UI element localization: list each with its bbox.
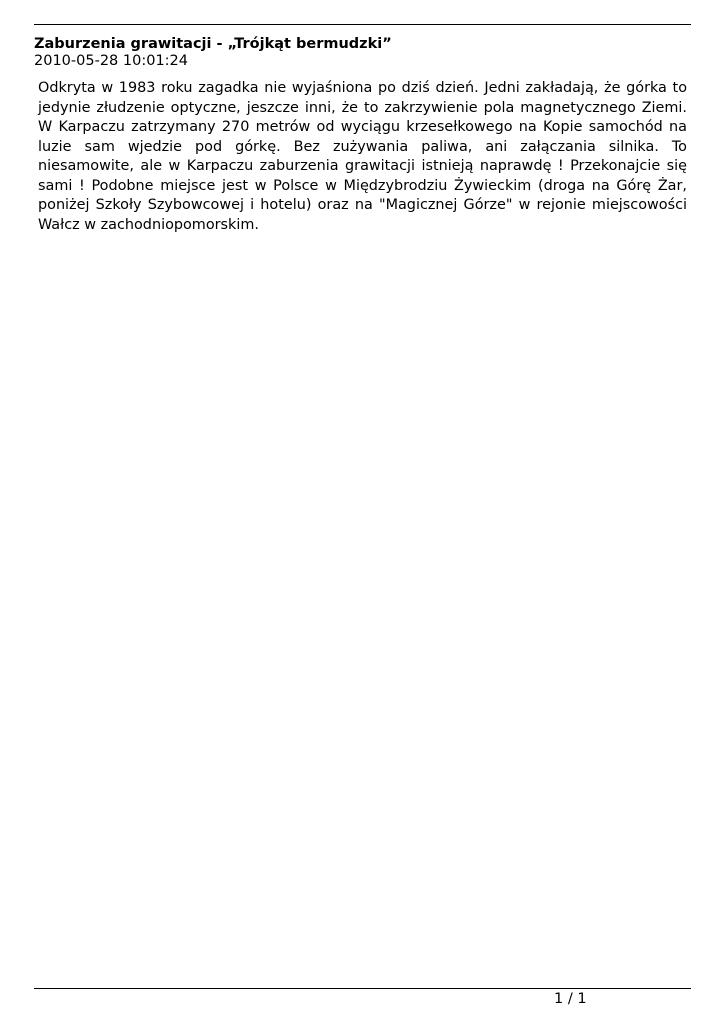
article-title: Zaburzenia grawitacji - „Trójkąt bermudzki” <box>34 36 392 52</box>
page-number: 1 / 1 <box>554 991 587 1007</box>
article-body: Odkryta w 1983 roku zagadka nie wyjaśniona po dziś dzień. Jedni zakładają, że górka to jedynie złudzenie optyczne, jeszcze inni, że to zakrzywienie pola magnetycznego Ziemi. W Karpaczu zatrzymany 270 metrów od wyciągu krzesełkowego na Kopie samochód na luzie sam wjedzie pod górkę. Bez zużywania paliwa, ani załączania silnika. To niesamowite, ale w Karpaczu zaburzenia grawitacji istnieją naprawdę ! Przekonajcie się sami ! Podobne miejsce jest w Polsce w Międzybrodziu Żywieckim (droga na Górę Żar, poniżej Szkoły Szybowcowej i hotelu) oraz na "Magicznej Górze" w rejonie miejscowości Wałcz w zachodniopomorskim. <box>38 80 687 233</box>
footer-divider <box>34 988 691 989</box>
header-divider <box>34 24 691 25</box>
article-date: 2010-05-28 10:01:24 <box>34 53 188 69</box>
